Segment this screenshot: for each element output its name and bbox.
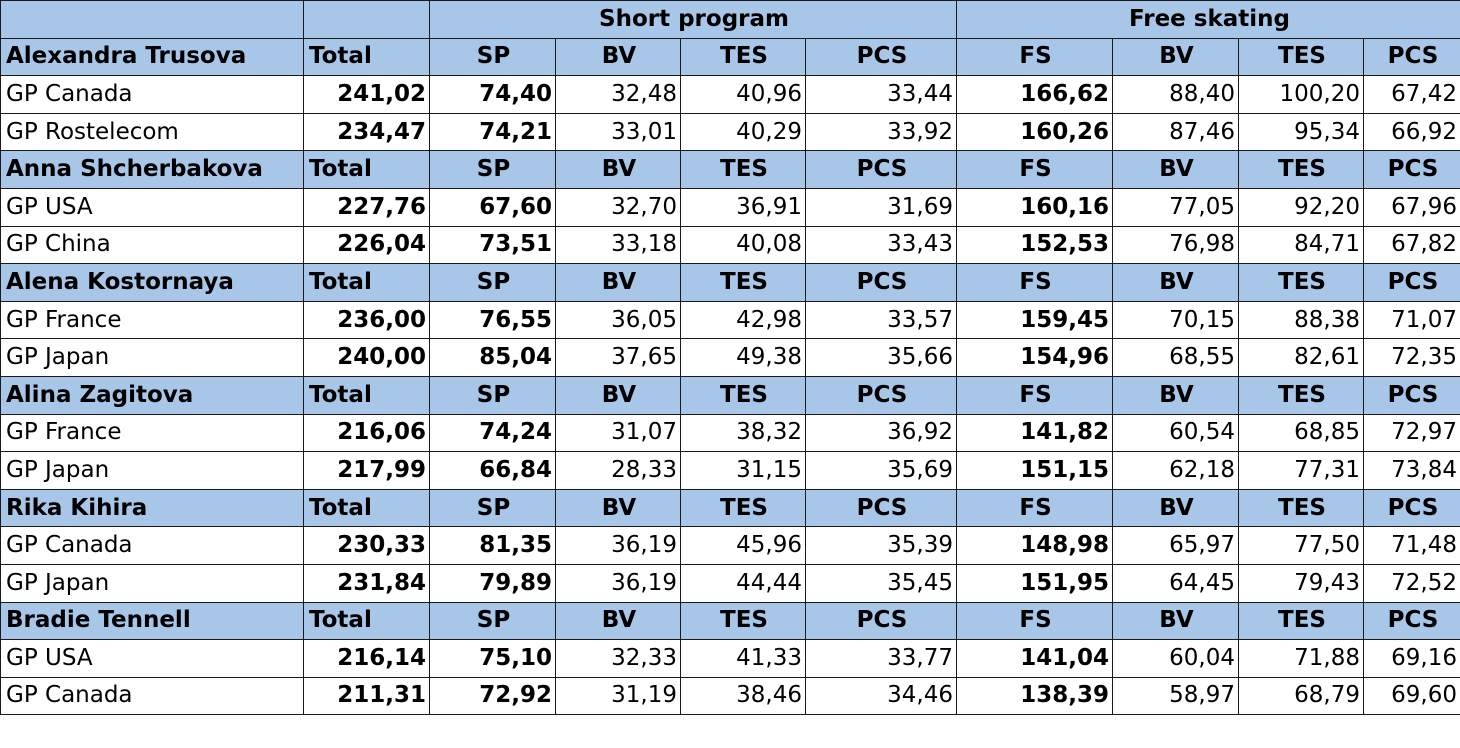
value-sp-pcs: 33,57	[806, 301, 957, 339]
value-sp-bv: 33,18	[556, 226, 681, 264]
column-header-sp-tes: TES	[681, 489, 806, 527]
column-header-sp-pcs: PCS	[806, 489, 957, 527]
section-header-row	[1, 1, 1460, 39]
column-header-sp-pcs: PCS	[806, 376, 957, 414]
value-fs-tes: 92,20	[1239, 188, 1364, 226]
value-fs-tes: 68,85	[1239, 414, 1364, 452]
skater-header-row	[1, 151, 1460, 189]
value-sp-pcs: 31,69	[806, 188, 957, 226]
value-fs-bv: 58,97	[1113, 677, 1239, 715]
value-fs-pcs: 66,92	[1364, 113, 1460, 151]
value-sp-tes: 36,91	[681, 188, 806, 226]
column-header-sp-tes: TES	[681, 38, 806, 76]
value-sp-bv: 31,07	[556, 414, 681, 452]
event-name: GP Japan	[1, 452, 304, 490]
value-fs-pcs: 72,35	[1364, 339, 1460, 377]
value-fs-tes: 71,88	[1239, 640, 1364, 678]
value-sp-pcs: 33,44	[806, 76, 957, 114]
column-header-sp-tes: TES	[681, 151, 806, 189]
value-sp-bv: 36,05	[556, 301, 681, 339]
value-sp: 79,89	[430, 564, 556, 602]
skater-name: Alina Zagitova	[1, 376, 304, 414]
column-header-fs-bv: BV	[1113, 376, 1239, 414]
value-fs-tes: 79,43	[1239, 564, 1364, 602]
value-fs-tes: 77,31	[1239, 452, 1364, 490]
value-fs: 151,15	[957, 452, 1113, 490]
table-row	[1, 339, 1460, 377]
column-header-sp-bv: BV	[556, 38, 681, 76]
value-sp-bv: 36,19	[556, 564, 681, 602]
column-header-sp: SP	[430, 602, 556, 640]
value-sp-pcs: 33,43	[806, 226, 957, 264]
value-sp-pcs: 33,92	[806, 113, 957, 151]
value-total: 217,99	[304, 452, 430, 490]
value-fs: 148,98	[957, 527, 1113, 565]
value-total: 240,00	[304, 339, 430, 377]
skater-header-row	[1, 376, 1460, 414]
column-header-fs: FS	[957, 264, 1113, 302]
column-header-total: Total	[304, 151, 430, 189]
table-row	[1, 301, 1460, 339]
free-skating-header: Free skating	[957, 1, 1460, 39]
column-header-fs-bv: BV	[1113, 264, 1239, 302]
value-fs: 141,04	[957, 640, 1113, 678]
table-row	[1, 414, 1460, 452]
event-name: GP Canada	[1, 76, 304, 114]
value-fs-pcs: 71,48	[1364, 527, 1460, 565]
value-sp-tes: 38,46	[681, 677, 806, 715]
value-sp-bv: 36,19	[556, 527, 681, 565]
value-fs-pcs: 69,16	[1364, 640, 1460, 678]
value-fs-tes: 95,34	[1239, 113, 1364, 151]
value-fs: 154,96	[957, 339, 1113, 377]
column-header-sp: SP	[430, 489, 556, 527]
column-header-total: Total	[304, 602, 430, 640]
skater-name: Bradie Tennell	[1, 602, 304, 640]
value-sp: 74,21	[430, 113, 556, 151]
value-fs: 166,62	[957, 76, 1113, 114]
value-sp: 73,51	[430, 226, 556, 264]
value-fs-bv: 60,04	[1113, 640, 1239, 678]
event-name: GP France	[1, 414, 304, 452]
value-fs-pcs: 69,60	[1364, 677, 1460, 715]
column-header-fs: FS	[957, 489, 1113, 527]
event-name: GP Japan	[1, 564, 304, 602]
value-sp-bv: 31,19	[556, 677, 681, 715]
value-sp-tes: 40,96	[681, 76, 806, 114]
column-header-sp-bv: BV	[556, 264, 681, 302]
value-fs-tes: 77,50	[1239, 527, 1364, 565]
column-header-fs-pcs: PCS	[1364, 38, 1460, 76]
value-total: 236,00	[304, 301, 430, 339]
value-sp-tes: 40,29	[681, 113, 806, 151]
value-sp-bv: 32,48	[556, 76, 681, 114]
value-sp-tes: 49,38	[681, 339, 806, 377]
event-name: GP China	[1, 226, 304, 264]
value-fs-bv: 65,97	[1113, 527, 1239, 565]
column-header-sp-pcs: PCS	[806, 38, 957, 76]
skater-name: Rika Kihira	[1, 489, 304, 527]
skater-name: Alena Kostornaya	[1, 264, 304, 302]
value-fs: 160,16	[957, 188, 1113, 226]
table-row	[1, 188, 1460, 226]
column-header-sp: SP	[430, 151, 556, 189]
value-fs: 151,95	[957, 564, 1113, 602]
value-fs-pcs: 67,96	[1364, 188, 1460, 226]
value-sp-tes: 38,32	[681, 414, 806, 452]
column-header-sp-bv: BV	[556, 376, 681, 414]
value-sp-pcs: 34,46	[806, 677, 957, 715]
skater-name: Alexandra Trusova	[1, 38, 304, 76]
blank-corner-cell	[1, 1, 304, 39]
value-fs: 159,45	[957, 301, 1113, 339]
event-name: GP Rostelecom	[1, 113, 304, 151]
column-header-fs: FS	[957, 38, 1113, 76]
column-header-sp-tes: TES	[681, 264, 806, 302]
value-fs-bv: 70,15	[1113, 301, 1239, 339]
column-header-fs: FS	[957, 602, 1113, 640]
value-fs-bv: 60,54	[1113, 414, 1239, 452]
value-sp: 72,92	[430, 677, 556, 715]
value-fs-pcs: 72,97	[1364, 414, 1460, 452]
column-header-total: Total	[304, 38, 430, 76]
column-header-fs-tes: TES	[1239, 376, 1364, 414]
value-sp: 85,04	[430, 339, 556, 377]
column-header-fs-bv: BV	[1113, 489, 1239, 527]
value-total: 211,31	[304, 677, 430, 715]
column-header-sp: SP	[430, 38, 556, 76]
value-fs-bv: 77,05	[1113, 188, 1239, 226]
value-sp-bv: 28,33	[556, 452, 681, 490]
table-row	[1, 640, 1460, 678]
value-fs: 160,26	[957, 113, 1113, 151]
value-fs-bv: 76,98	[1113, 226, 1239, 264]
skater-name: Anna Shcherbakova	[1, 151, 304, 189]
column-header-sp-bv: BV	[556, 602, 681, 640]
column-header-fs-bv: BV	[1113, 602, 1239, 640]
value-fs-bv: 87,46	[1113, 113, 1239, 151]
value-total: 230,33	[304, 527, 430, 565]
column-header-fs-tes: TES	[1239, 151, 1364, 189]
column-header-fs-bv: BV	[1113, 151, 1239, 189]
value-sp-tes: 31,15	[681, 452, 806, 490]
column-header-fs-tes: TES	[1239, 264, 1364, 302]
table-row	[1, 564, 1460, 602]
value-sp: 75,10	[430, 640, 556, 678]
event-name: GP Canada	[1, 527, 304, 565]
value-fs-bv: 68,55	[1113, 339, 1239, 377]
value-total: 241,02	[304, 76, 430, 114]
value-sp: 81,35	[430, 527, 556, 565]
value-sp-bv: 33,01	[556, 113, 681, 151]
value-fs-pcs: 67,82	[1364, 226, 1460, 264]
column-header-fs: FS	[957, 151, 1113, 189]
column-header-sp-bv: BV	[556, 489, 681, 527]
table-row	[1, 677, 1460, 715]
value-sp: 76,55	[430, 301, 556, 339]
value-fs-tes: 68,79	[1239, 677, 1364, 715]
value-fs-pcs: 73,84	[1364, 452, 1460, 490]
value-fs-pcs: 72,52	[1364, 564, 1460, 602]
value-sp-bv: 37,65	[556, 339, 681, 377]
skater-header-row	[1, 264, 1460, 302]
value-sp-pcs: 33,77	[806, 640, 957, 678]
value-sp: 66,84	[430, 452, 556, 490]
column-header-sp-pcs: PCS	[806, 602, 957, 640]
value-fs-pcs: 67,42	[1364, 76, 1460, 114]
value-fs-bv: 88,40	[1113, 76, 1239, 114]
skater-header-row	[1, 489, 1460, 527]
short-program-header: Short program	[430, 1, 957, 39]
column-header-total: Total	[304, 264, 430, 302]
value-fs: 152,53	[957, 226, 1113, 264]
value-sp-bv: 32,70	[556, 188, 681, 226]
value-fs-tes: 82,61	[1239, 339, 1364, 377]
column-header-fs-pcs: PCS	[1364, 264, 1460, 302]
value-fs-bv: 62,18	[1113, 452, 1239, 490]
value-sp-tes: 40,08	[681, 226, 806, 264]
value-fs-pcs: 71,07	[1364, 301, 1460, 339]
value-sp-pcs: 35,66	[806, 339, 957, 377]
column-header-sp-tes: TES	[681, 602, 806, 640]
value-fs: 141,82	[957, 414, 1113, 452]
value-sp: 67,60	[430, 188, 556, 226]
skater-header-row	[1, 38, 1460, 76]
event-name: GP Canada	[1, 677, 304, 715]
blank-total-header-cell	[304, 1, 430, 39]
table-row	[1, 527, 1460, 565]
column-header-fs-pcs: PCS	[1364, 376, 1460, 414]
column-header-sp: SP	[430, 264, 556, 302]
column-header-fs-tes: TES	[1239, 38, 1364, 76]
column-header-total: Total	[304, 489, 430, 527]
column-header-fs-pcs: PCS	[1364, 151, 1460, 189]
column-header-fs-tes: TES	[1239, 489, 1364, 527]
value-sp-tes: 44,44	[681, 564, 806, 602]
value-total: 216,06	[304, 414, 430, 452]
column-header-fs-pcs: PCS	[1364, 602, 1460, 640]
value-fs-tes: 88,38	[1239, 301, 1364, 339]
value-sp-tes: 45,96	[681, 527, 806, 565]
value-sp: 74,24	[430, 414, 556, 452]
event-name: GP USA	[1, 640, 304, 678]
table-row	[1, 452, 1460, 490]
event-name: GP Japan	[1, 339, 304, 377]
value-fs-tes: 84,71	[1239, 226, 1364, 264]
value-total: 226,04	[304, 226, 430, 264]
table-row	[1, 76, 1460, 114]
column-header-sp: SP	[430, 376, 556, 414]
event-name: GP France	[1, 301, 304, 339]
value-total: 227,76	[304, 188, 430, 226]
column-header-sp-bv: BV	[556, 151, 681, 189]
column-header-sp-pcs: PCS	[806, 264, 957, 302]
value-sp-pcs: 35,69	[806, 452, 957, 490]
table-row	[1, 226, 1460, 264]
value-sp-tes: 42,98	[681, 301, 806, 339]
skater-header-row	[1, 602, 1460, 640]
value-sp-pcs: 35,39	[806, 527, 957, 565]
value-sp-pcs: 35,45	[806, 564, 957, 602]
column-header-fs-tes: TES	[1239, 602, 1364, 640]
value-total: 216,14	[304, 640, 430, 678]
column-header-fs-bv: BV	[1113, 38, 1239, 76]
column-header-sp-tes: TES	[681, 376, 806, 414]
value-sp: 74,40	[430, 76, 556, 114]
table-row	[1, 113, 1460, 151]
value-fs-tes: 100,20	[1239, 76, 1364, 114]
value-sp-tes: 41,33	[681, 640, 806, 678]
column-header-fs: FS	[957, 376, 1113, 414]
value-total: 234,47	[304, 113, 430, 151]
column-header-sp-pcs: PCS	[806, 151, 957, 189]
column-header-fs-pcs: PCS	[1364, 489, 1460, 527]
column-header-total: Total	[304, 376, 430, 414]
event-name: GP USA	[1, 188, 304, 226]
value-fs-bv: 64,45	[1113, 564, 1239, 602]
value-sp-bv: 32,33	[556, 640, 681, 678]
value-total: 231,84	[304, 564, 430, 602]
value-fs: 138,39	[957, 677, 1113, 715]
value-sp-pcs: 36,92	[806, 414, 957, 452]
